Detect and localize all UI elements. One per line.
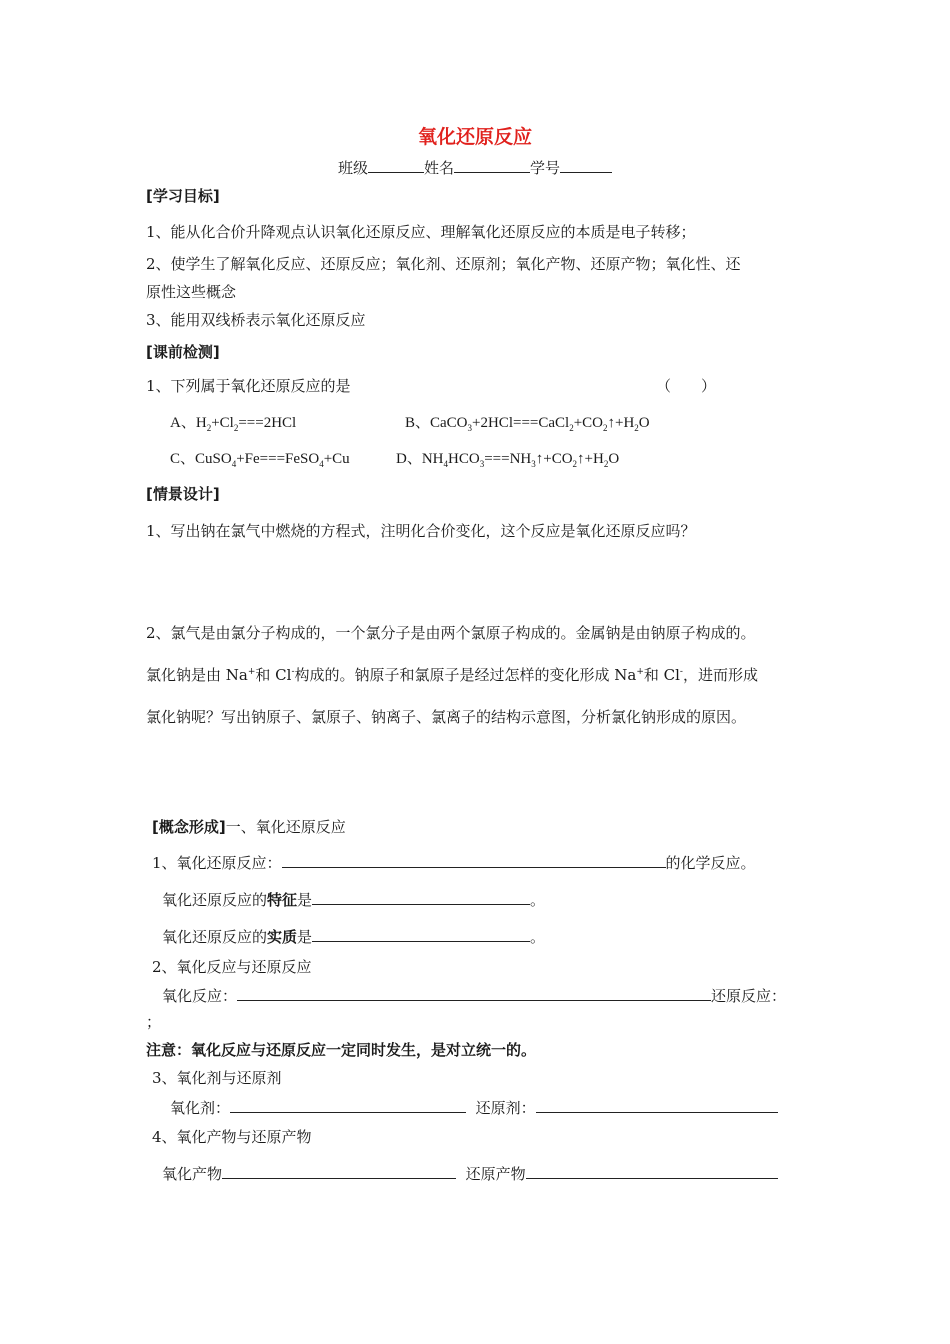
scenario-question-1: 1、写出钠在氯气中燃烧的方程式，注明化合价变化，这个反应是氧化还原反应吗？ [146,522,696,540]
text-span: 是 [297,891,313,909]
option-b-text: O [638,415,650,431]
concept-header-line [152,817,346,837]
subscript: 2 [206,423,212,433]
answer-parentheses[interactable]: （ ） [656,377,717,395]
option-c-text: +Cu [323,451,350,467]
q1-suffix: 的化学反应。 [665,854,756,872]
option-a[interactable] [170,413,296,433]
page-title: 氧化还原反应 [417,126,532,148]
subscript: 2 [634,423,639,433]
concept-subtitle: 一、氧化还原反应 [225,818,346,836]
semicolon: ； [146,1013,162,1031]
note-text: 注意：氧化反应与还原反应一定同时发生，是对立统一的。 [146,1041,537,1059]
scenario-question-2-cont2: 氯化钠呢？写出钠原子、氯原子、钠离子、氯离子的结构示意图，分析氯化钠形成的原因。 [146,708,747,726]
product-line [162,1163,778,1184]
reductant-label: 还原剂： [475,1099,536,1117]
text-span: 氯化钠是由 Na [146,666,248,684]
text-span: 。 [530,891,546,909]
subscript: 2 [603,459,609,469]
subscript: 3 [479,459,485,469]
subscript: 4 [319,459,324,469]
option-b[interactable] [405,413,650,433]
text-span: 氧化还原反应的 [162,928,268,946]
text-span: ，进而形成 [682,666,758,684]
name-field[interactable] [454,157,530,173]
feature-line [162,889,545,910]
option-b-text: CaCO [430,415,468,431]
subscript: 4 [231,459,237,469]
pretest-header: [课前检测] [146,343,220,361]
subscript: 4 [443,459,449,469]
subscript: 2 [603,423,608,433]
scenario-header: [情景设计] [146,485,220,503]
concept-q4: 4、氧化产物与还原产物 [152,1128,312,1146]
option-a-label: A、 [170,415,196,431]
name-label: 姓名 [423,159,454,177]
superscript: + [247,667,256,677]
q1-label: 1、氧化还原反应： [152,854,282,872]
subscript: 2 [233,423,239,433]
option-d-label: D、 [396,451,422,467]
subscript: 3 [531,459,536,469]
feature-blank[interactable] [312,889,530,905]
subscript: 3 [467,423,473,433]
option-a-text: +Cl [211,415,234,431]
option-b-text: +2HCl===CaCl [472,415,570,431]
option-d-text: ↑+H [577,451,604,467]
option-c-text: +Fe===FeSO [236,451,320,467]
q1-blank[interactable] [282,852,666,868]
goal-item-2-cont: 原性这些概念 [146,283,237,301]
option-d-text: HCO [448,451,480,467]
text-span: 氧化还原反应的 [162,891,268,909]
class-field[interactable] [368,157,424,173]
option-a-text: H [195,415,207,431]
oxidation-product-blank[interactable] [222,1163,456,1179]
option-c-text: CuSO [195,451,232,467]
feature-term: 特征 [267,891,298,909]
concept-q2: 2、氧化反应与还原反应 [152,958,312,976]
option-d-text: NH [421,451,444,467]
option-d-text: ===NH [484,451,532,467]
text-span: 和 Cl [643,666,680,684]
text-span: 。 [530,928,546,946]
concept-header: [概念形成] [152,818,226,836]
concept-q1 [152,852,756,873]
option-d-text: ↑+CO [535,451,573,467]
subscript: 2 [569,423,574,433]
superscript: - [291,667,295,677]
essence-blank[interactable] [312,926,530,942]
reductant-blank[interactable] [536,1097,778,1113]
option-c[interactable] [170,449,350,469]
text-span: 是 [297,928,313,946]
scenario-question-2: 2、氯气是由氯分子构成的，一个氯分子是由两个氯原子构成的。金属钠是由钠原子构成的。 [146,624,756,642]
oxidation-product-label: 氧化产物 [162,1165,223,1183]
oxidation-blank[interactable] [237,985,711,1001]
goals-header: [学习目标] [146,187,220,205]
agent-line [170,1097,778,1118]
option-b-text: ↑+H [607,415,635,431]
reduction-product-label: 还原产物 [465,1165,526,1183]
text-span: 构成的。钠原子和氯原子是经过怎样的变化形成 Na [294,666,637,684]
student-info-line [0,157,950,178]
oxidant-blank[interactable] [230,1097,466,1113]
concept-q3: 3、氧化剂与还原剂 [152,1069,282,1087]
option-a-text: ===2HCl [238,415,297,431]
superscript: - [679,667,683,677]
class-label: 班级 [337,159,368,177]
scenario-question-2-cont [146,665,758,685]
pretest-question: 1、下列属于氧化还原反应的是 [146,377,351,395]
reduction-label: 还原反应： [711,987,787,1005]
essence-term: 实质 [267,928,298,946]
oxidation-line [162,985,786,1006]
subscript: 2 [572,459,578,469]
option-d[interactable] [396,449,619,469]
reduction-product-blank[interactable] [526,1163,778,1179]
goal-item-2: 2、使学生了解氧化反应、还原反应；氧化剂、还原剂；氧化产物、还原产物；氧化性、还 [146,255,741,273]
oxidation-label: 氧化反应： [162,987,238,1005]
option-b-text: +CO [573,415,603,431]
oxidant-label: 氧化剂： [170,1099,231,1117]
superscript: + [636,667,644,677]
number-label: 学号 [530,159,561,177]
number-field[interactable] [560,157,612,173]
option-d-text: O [608,451,620,467]
goal-item-1: 1、能从化合价升降观点认识氧化还原反应、理解氧化还原反应的本质是电子转移； [146,223,696,241]
essence-line [162,926,545,947]
option-b-label: B、 [405,415,431,431]
option-c-label: C、 [170,451,196,467]
text-span: 和 Cl [255,666,292,684]
goal-item-3: 3、能用双线桥表示氧化还原反应 [146,311,366,329]
